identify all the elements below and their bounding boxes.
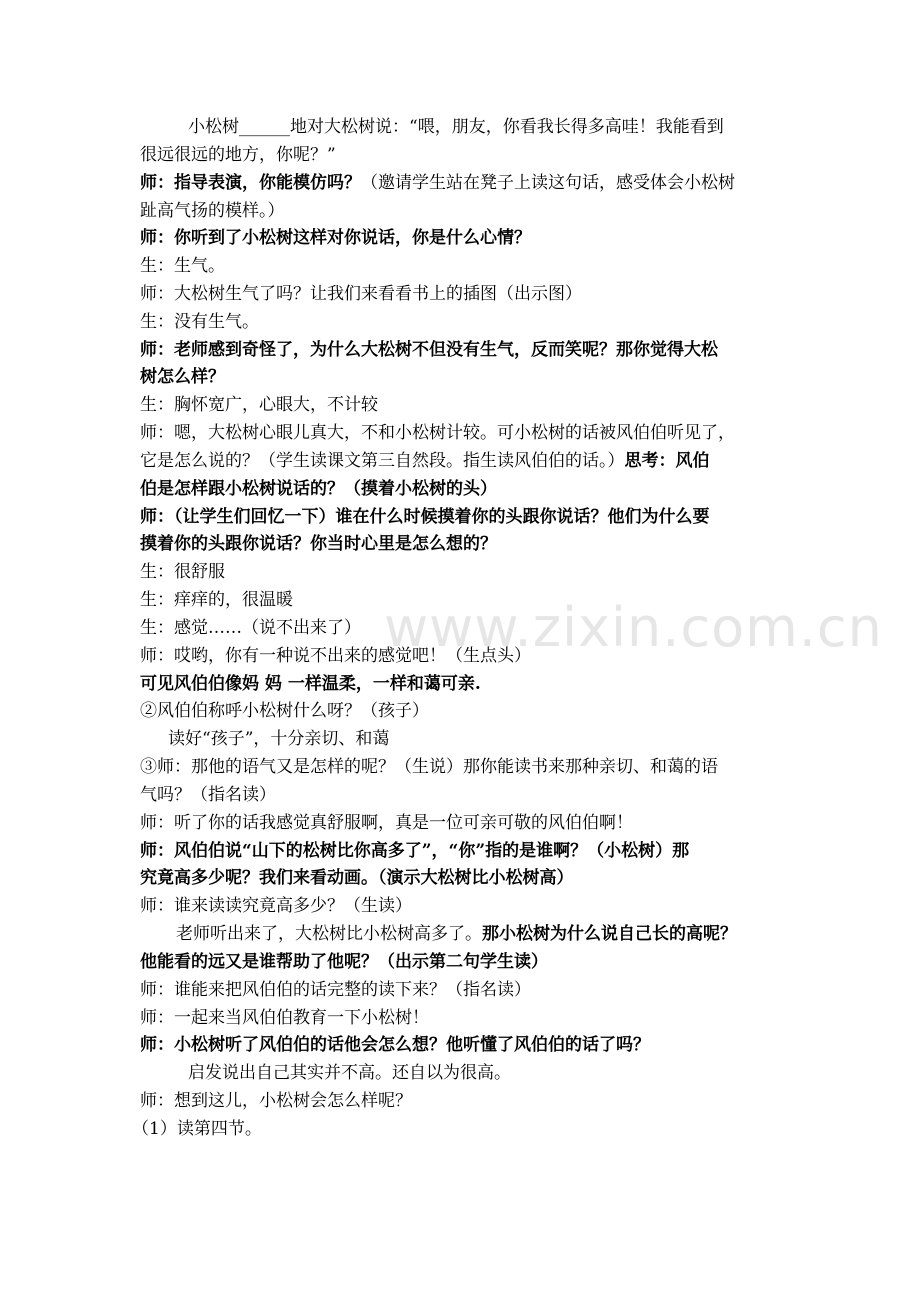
text-line: 树怎么样？ xyxy=(140,367,225,387)
text-line: 生：胸怀宽广，心眼大，不计较 xyxy=(140,395,378,415)
text-line: 师：风伯伯说“山下的松树比你高多了”，“你”指的是谁啊？（小松树）那 xyxy=(140,841,690,861)
text-line: 师：大松树生气了吗？让我们来看看书上的插图（出示图） xyxy=(140,284,582,304)
text-line: 究竟高多少呢？我们来看动画。（演示大松树比小松树高） xyxy=(140,868,574,888)
text-line: 可见风伯伯像妈 妈 一样温柔，一样和蔼可亲. xyxy=(140,674,481,694)
text-line: 师：哎哟，你有一种说不出来的感觉吧！（生点头） xyxy=(140,646,531,666)
text-line: 师：嗯，大松树心眼儿真大，不和小松树计较。可小松树的话被风伯伯听见了， xyxy=(140,423,735,443)
normal-run: （邀请学生站在凳子上读这句话，感受体会小松树 xyxy=(361,173,735,193)
text-line: 生：很舒服 xyxy=(140,562,225,582)
text-line: 读好“孩子”，十分亲切、和蔼 xyxy=(168,729,390,749)
text-line: ②风伯伯称呼小松树什么呀？（孩子） xyxy=(140,701,429,721)
watermark: www.zixin.com.cn xyxy=(384,596,883,659)
text-line: 启发说出自己其实并不高。还自以为很高。 xyxy=(188,1063,511,1083)
bold-run: 思考：风伯 xyxy=(624,451,710,471)
bold-run: 师：指导表演，你能模仿吗？ xyxy=(140,173,361,193)
text-line xyxy=(140,172,735,194)
text-line: 师：一起来当风伯伯教育一下小松树！ xyxy=(140,1008,429,1028)
text-line: 生：感觉……（说不出来了） xyxy=(140,618,361,638)
text-line: 师：谁来读读究竟高多少？（生读） xyxy=(140,896,412,916)
normal-run: 它是怎么说的？（学生读课文第三自然段。指生读风伯伯的话。） xyxy=(140,451,625,471)
text-line: 很远很远的地方，你呢？” xyxy=(140,145,336,165)
text-line: 气吗？（指名读） xyxy=(140,785,276,805)
text-line: 师：（让学生们回忆一下）谁在什么时候摸着你的头跟你说话？他们为什么要 xyxy=(140,507,710,527)
text-line: 他能看的远又是谁帮助了他呢？（出示第二句学生读） xyxy=(140,952,548,972)
text-line: 师：老师感到奇怪了，为什么大松树不但没有生气，反而笑呢？那你觉得大松 xyxy=(140,340,718,360)
text-line xyxy=(176,923,737,945)
text-line: 师：谁能来把风伯伯的话完整的读下来？（指名读） xyxy=(140,980,531,1000)
text-line: 师：你听到了小松树这样对你说话，你是什么心情？ xyxy=(140,228,531,248)
text-line: 小松树______地对大松树说：“喂，朋友，你看我长得多高哇！我能看到 xyxy=(188,117,724,137)
text-line: 伯是怎样跟小松树说话的？（摸着小松树的头） xyxy=(140,479,497,499)
text-line: 师：听了你的话我感觉真舒服啊，真是一位可亲可敬的风伯伯啊！ xyxy=(140,813,633,833)
normal-run: 老师听出来了，大松树比小松树高多了。 xyxy=(176,924,482,944)
text-line xyxy=(140,450,710,472)
text-line: 生：痒痒的，很温暖 xyxy=(140,590,293,610)
bold-run: 那小松树为什么说自己长的高呢？ xyxy=(482,924,737,944)
text-line: 生：生气。 xyxy=(140,256,225,276)
text-line: 摸着你的头跟你说话？你当时心里是怎么想的？ xyxy=(140,534,497,554)
text-line: 师：小松树听了风伯伯的话他会怎么想？他听懂了风伯伯的话了吗？ xyxy=(140,1035,650,1055)
text-line: 师：想到这儿，小松树会怎么样呢？ xyxy=(140,1091,412,1111)
text-line: （1）读第四节。 xyxy=(132,1119,262,1139)
text-line: 生：没有生气。 xyxy=(140,312,259,332)
text-line: 趾高气扬的模样。） xyxy=(140,201,285,221)
text-line: ③师：那他的语气又是怎样的呢？（生说）那你能读书来那种亲切、和蔼的语 xyxy=(140,757,718,777)
